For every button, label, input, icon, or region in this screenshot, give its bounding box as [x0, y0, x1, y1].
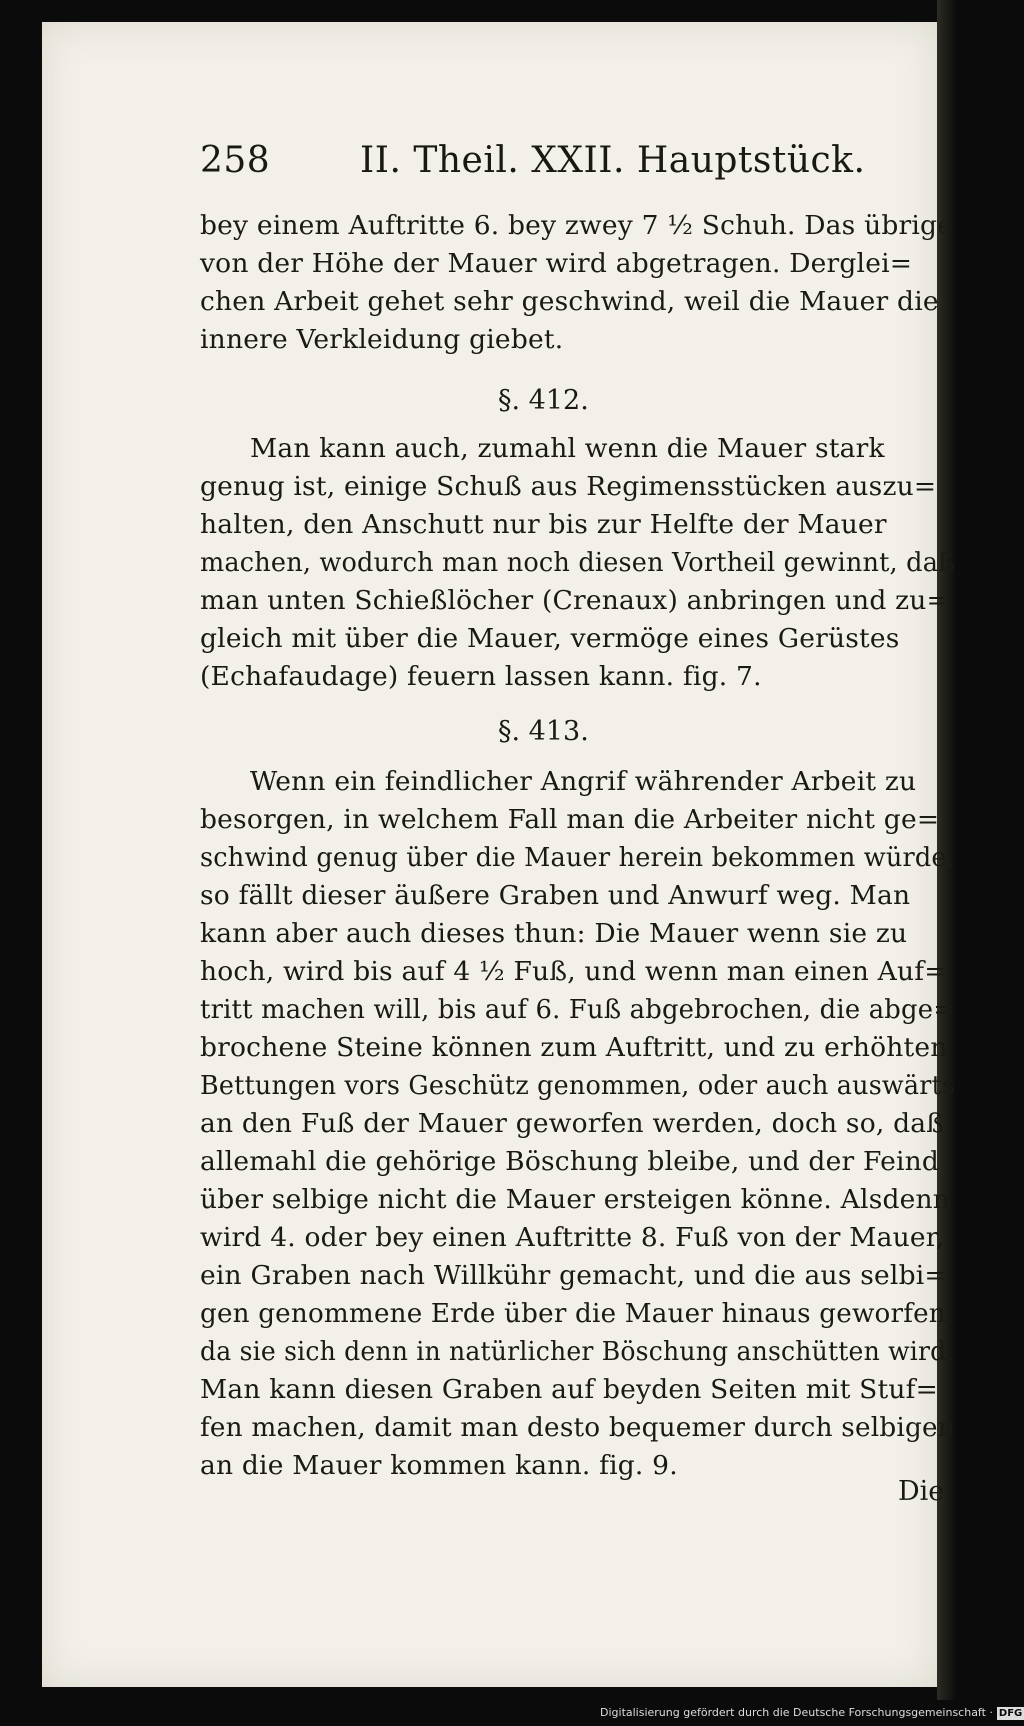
text-line: fen machen, damit man desto bequemer durch selbigen [200, 1412, 955, 1443]
page-number: 258 [200, 140, 271, 181]
text-line: allemahl die gehörige Böschung bleibe, und der Feind [200, 1146, 940, 1177]
text-line: an den Fuß der Mauer geworfen werden, doch so, daß [200, 1108, 945, 1139]
text-line: halten, den Anschutt nur bis zur Helfte der Mauer [200, 509, 887, 540]
text-line: (Echafaudage) feuern lassen kann. fig. 7. [200, 661, 762, 692]
text-line: wird 4. oder bey einen Auftritte 8. Fuß von der Mauer, [200, 1222, 945, 1253]
text-line: an die Mauer kommen kann. fig. 9. [200, 1450, 678, 1481]
text-line: besorgen, in welchem Fall man die Arbeiter nicht ge= [200, 804, 940, 835]
section-heading-412: §. 412. [498, 385, 589, 416]
running-header [200, 140, 960, 200]
credit-text: Digitalisierung gefördert durch die Deutsche Forschungsgemeinschaft · [600, 1706, 993, 1719]
text-line: brochene Steine können zum Auftritt, und zu erhöhten [200, 1032, 948, 1063]
text-line: machen, wodurch man noch diesen Vortheil gewinnt, daß [200, 547, 956, 578]
text-line: chen Arbeit gehet sehr geschwind, weil die Mauer die [200, 286, 939, 317]
text-line: ein Graben nach Willkühr gemacht, und die aus selbi= [200, 1260, 947, 1291]
text-line: da sie sich denn in natürlicher Böschung anschütten wird. [200, 1336, 955, 1367]
text-line: man unten Schießlöcher (Crenaux) anbringen und zu= [200, 585, 949, 616]
text-line: schwind genug über die Mauer herein bekommen würde, [200, 842, 956, 873]
text-line: über selbige nicht die Mauer ersteigen könne. Alsdenn [200, 1184, 951, 1215]
text-line: von der Höhe der Mauer wird abgetragen. Derglei= [200, 248, 913, 279]
text-line: tritt machen will, bis auf 6. Fuß abgebrochen, die abge= [200, 994, 956, 1025]
dfg-logo: DFG [998, 1708, 1023, 1719]
text-line: Man kann auch, zumahl wenn die Mauer stark [250, 433, 885, 464]
running-title: II. Theil. XXII. Hauptstück. [360, 140, 866, 181]
text-line: kann aber auch dieses thun: Die Mauer wenn sie zu [200, 918, 908, 949]
section-heading-413: §. 413. [498, 716, 589, 747]
text-line: gen genommene Erde über die Mauer hinaus geworfen, [200, 1298, 955, 1329]
text-line: Man kann diesen Graben auf beyden Seiten mit Stuf= [200, 1374, 939, 1405]
text-line: Bettungen vors Geschütz genommen, oder auch auswärts [200, 1070, 956, 1101]
text-line: so fällt dieser äußere Graben und Anwurf weg. Man [200, 880, 911, 911]
digitization-credit [600, 1706, 1023, 1724]
text-line: genug ist, einige Schuß aus Regimensstücken auszu= [200, 471, 937, 502]
text-line: innere Verkleidung giebet. [200, 324, 564, 355]
text-line: Wenn ein feindlicher Angrif währender Arbeit zu [250, 766, 917, 797]
text-line: hoch, wird bis auf 4 ½ Fuß, und wenn man einen Auf= [200, 956, 947, 987]
catchword: Die [898, 1476, 945, 1507]
text-line: gleich mit über die Mauer, vermöge eines Gerüstes [200, 623, 900, 654]
text-line: bey einem Auftritte 6. bey zwey 7 ½ Schuh. Das übrige [200, 210, 954, 241]
